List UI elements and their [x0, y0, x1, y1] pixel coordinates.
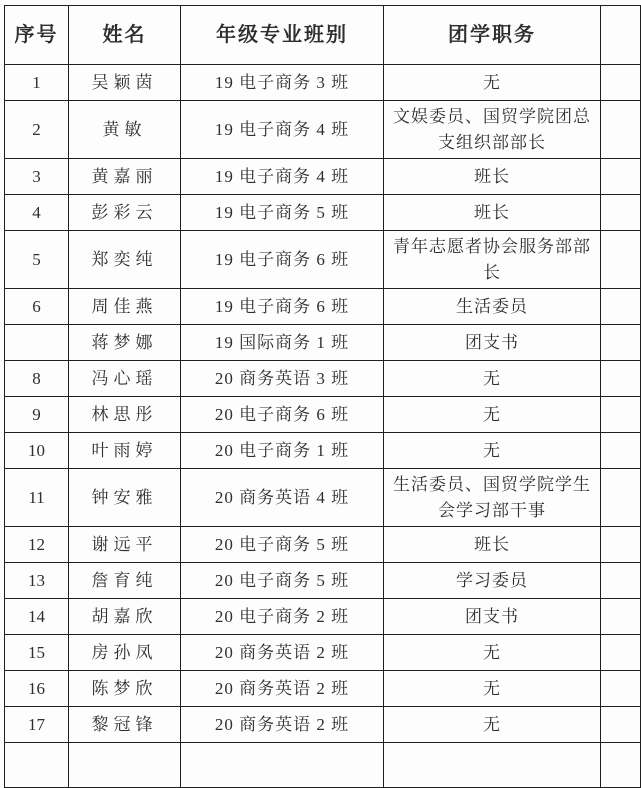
class-cell: 20 电子商务 1 班 — [181, 433, 384, 469]
table-row — [5, 289, 641, 325]
table-row — [5, 361, 641, 397]
position-cell: 学习委员 — [384, 563, 601, 599]
class-cell: 20 商务英语 2 班 — [181, 671, 384, 707]
table-row — [5, 325, 641, 361]
position-cell: 班长 — [384, 195, 601, 231]
class-cell: 20 商务英语 3 班 — [181, 361, 384, 397]
row-index-cell: 13 — [5, 563, 69, 599]
row-index-cell: 9 — [5, 397, 69, 433]
table-row — [5, 159, 641, 195]
name-cell: 彭彩云 — [69, 195, 181, 231]
class-cell: 20 电子商务 5 班 — [181, 527, 384, 563]
row-index-cell: 3 — [5, 159, 69, 195]
class-cell: 20 商务英语 4 班 — [181, 469, 384, 527]
position-cell: 无 — [384, 671, 601, 707]
class-cell: 20 电子商务 5 班 — [181, 563, 384, 599]
position-cell: 无 — [384, 397, 601, 433]
name-cell: 钟安雅 — [69, 469, 181, 527]
position-cell: 班长 — [384, 527, 601, 563]
table-row — [5, 433, 641, 469]
position-cell: 生活委员 — [384, 289, 601, 325]
row-index-cell: 12 — [5, 527, 69, 563]
table-row — [5, 195, 641, 231]
table-row — [5, 101, 641, 159]
table-row-partial — [5, 743, 641, 788]
position-cell: 无 — [384, 635, 601, 671]
student-roster-table — [4, 5, 641, 788]
class-cell: 19 国际商务 1 班 — [181, 325, 384, 361]
table-row — [5, 469, 641, 527]
class-cell: 20 电子商务 2 班 — [181, 599, 384, 635]
row-index-cell: 11 — [5, 469, 69, 527]
clipped-cell — [601, 743, 641, 788]
name-cell: 房孙凤 — [69, 635, 181, 671]
name-cell: 黄敏 — [69, 101, 181, 159]
position-cell: 生活委员、国贸学院学生会学习部干事 — [384, 469, 601, 527]
class-cell: 19 电子商务 5 班 — [181, 195, 384, 231]
class-cell: 19 电子商务 6 班 — [181, 231, 384, 289]
name-cell: 詹育纯 — [69, 563, 181, 599]
class-cell: 20 商务英语 2 班 — [181, 635, 384, 671]
name-cell: 陈梦欣 — [69, 671, 181, 707]
name-cell: 黄嘉丽 — [69, 159, 181, 195]
clipped-cell — [601, 65, 641, 101]
clipped-cell — [601, 707, 641, 743]
table-row — [5, 671, 641, 707]
table-row — [5, 527, 641, 563]
name-cell: 叶雨婷 — [69, 433, 181, 469]
row-index-cell: 5 — [5, 231, 69, 289]
name-cell: 林思彤 — [69, 397, 181, 433]
clipped-cell — [601, 563, 641, 599]
table-row — [5, 635, 641, 671]
table-row — [5, 599, 641, 635]
row-index-cell: 17 — [5, 707, 69, 743]
position-cell: 无 — [384, 707, 601, 743]
clipped-cell — [601, 289, 641, 325]
clipped-cell — [601, 469, 641, 527]
header-name: 姓名 — [69, 6, 181, 65]
name-cell: 冯心瑶 — [69, 361, 181, 397]
class-cell — [181, 743, 384, 788]
row-index-cell: 16 — [5, 671, 69, 707]
class-cell: 19 电子商务 4 班 — [181, 101, 384, 159]
table-row — [5, 707, 641, 743]
header-index: 序号 — [5, 6, 69, 65]
row-index-cell: 2 — [5, 101, 69, 159]
position-cell: 团支书 — [384, 599, 601, 635]
row-index-cell: 1 — [5, 65, 69, 101]
table-row — [5, 65, 641, 101]
header-clipped-cell — [601, 6, 641, 65]
class-cell: 19 电子商务 3 班 — [181, 65, 384, 101]
row-index-cell: 15 — [5, 635, 69, 671]
clipped-cell — [601, 397, 641, 433]
clipped-cell — [601, 361, 641, 397]
clipped-cell — [601, 231, 641, 289]
class-cell: 19 电子商务 6 班 — [181, 289, 384, 325]
position-cell: 无 — [384, 65, 601, 101]
table-row — [5, 563, 641, 599]
name-cell: 周佳燕 — [69, 289, 181, 325]
position-cell: 文娱委员、国贸学院团总支组织部部长 — [384, 101, 601, 159]
name-cell: 郑奕纯 — [69, 231, 181, 289]
clipped-cell — [601, 101, 641, 159]
row-index-cell — [5, 325, 69, 361]
row-index-cell: 10 — [5, 433, 69, 469]
row-index-cell: 6 — [5, 289, 69, 325]
clipped-cell — [601, 159, 641, 195]
name-cell: 蒋梦娜 — [69, 325, 181, 361]
name-cell: 吴颖茵 — [69, 65, 181, 101]
row-index-cell: 4 — [5, 195, 69, 231]
name-cell: 胡嘉欣 — [69, 599, 181, 635]
row-index-cell: 14 — [5, 599, 69, 635]
row-index-cell — [5, 743, 69, 788]
header-position: 团学职务 — [384, 6, 601, 65]
header-row — [5, 6, 641, 65]
class-cell: 19 电子商务 4 班 — [181, 159, 384, 195]
clipped-cell — [601, 599, 641, 635]
position-cell: 青年志愿者协会服务部部长 — [384, 231, 601, 289]
clipped-cell — [601, 671, 641, 707]
class-cell: 20 商务英语 2 班 — [181, 707, 384, 743]
clipped-cell — [601, 195, 641, 231]
position-cell: 团支书 — [384, 325, 601, 361]
position-cell: 无 — [384, 433, 601, 469]
row-index-cell: 8 — [5, 361, 69, 397]
clipped-cell — [601, 325, 641, 361]
position-cell — [384, 743, 601, 788]
clipped-cell — [601, 635, 641, 671]
clipped-cell — [601, 527, 641, 563]
header-class: 年级专业班别 — [181, 6, 384, 65]
table-row — [5, 397, 641, 433]
name-cell — [69, 743, 181, 788]
position-cell: 班长 — [384, 159, 601, 195]
table-row — [5, 231, 641, 289]
clipped-cell — [601, 433, 641, 469]
name-cell: 黎冠锋 — [69, 707, 181, 743]
name-cell: 谢远平 — [69, 527, 181, 563]
class-cell: 20 电子商务 6 班 — [181, 397, 384, 433]
position-cell: 无 — [384, 361, 601, 397]
